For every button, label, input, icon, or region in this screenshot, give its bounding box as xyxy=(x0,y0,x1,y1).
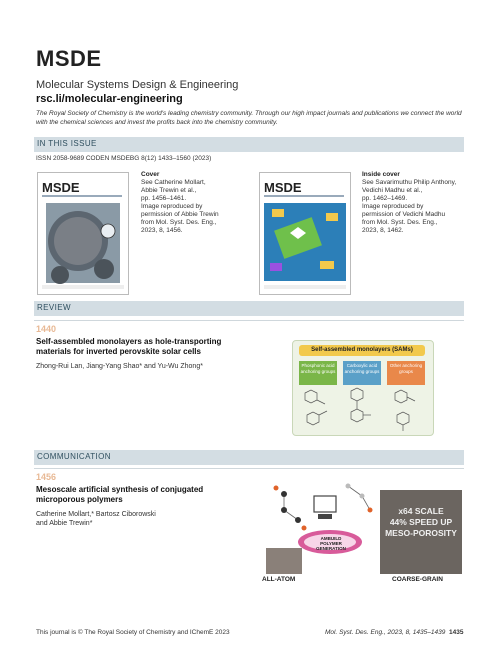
cover-image[interactable] xyxy=(37,172,129,295)
journal-full-title: Molecular Systems Design & Engineering xyxy=(36,79,239,91)
cover-heading: Cover xyxy=(141,171,160,178)
section-band-communication xyxy=(34,450,464,465)
inside-cover-artwork xyxy=(260,173,350,294)
inside-cover-image[interactable] xyxy=(259,172,351,295)
section-title: COMMUNICATION xyxy=(37,452,111,461)
cover-artwork xyxy=(38,173,128,294)
article-page-number: 1440 xyxy=(36,324,57,334)
inside-cover-caption xyxy=(362,171,467,235)
cover-line: Abbie Trewin et al., xyxy=(141,187,197,194)
cover-line: See Catherine Mollart, xyxy=(141,179,206,186)
sam-title: Self-assembled monolayers (SAMs) xyxy=(299,345,425,356)
all-atom-label: ALL-ATOM xyxy=(262,576,296,583)
article-title[interactable]: Self-assembled monolayers as hole-transporting materials for inverted perovskite solar cells xyxy=(36,337,222,356)
cover-line: from Mol. Syst. Des. Eng., xyxy=(141,219,217,226)
cover-line: pp. 1456–1461. xyxy=(141,195,187,202)
article-authors: Zhong-Rui Lan, Jiang-Yang Shao* and Yu-Wu Zhong* xyxy=(36,363,203,370)
cover-caption xyxy=(141,171,241,235)
article-page-number: 1456 xyxy=(36,472,57,482)
section-title: IN THIS ISSUE xyxy=(37,139,97,148)
issue-info: ISSN 2058-9689 CODEN MSDEBG 8(12) 1433–1560 (2023) xyxy=(36,155,212,162)
sam-column-other: Other anchoring groups xyxy=(387,361,425,385)
cover-line: Image reproduced by xyxy=(362,203,424,210)
ambuild-banner: AMBUILD POLYMER GENERATION xyxy=(316,536,346,551)
cover-line: 2023, 8, 1462. xyxy=(362,227,404,234)
cover-line: from Mol. Syst. Des. Eng., xyxy=(362,219,438,226)
footer-copyright: This journal is © The Royal Society of Chemistry and IChemE 2023 xyxy=(36,629,230,636)
journal-url[interactable]: rsc.li/molecular-engineering xyxy=(36,93,183,105)
scale-annotation: x64 SCALE 44% SPEED UP MESO-POROSITY xyxy=(385,506,457,538)
section-title: REVIEW xyxy=(37,303,71,312)
cover-line: 2023, 8, 1456. xyxy=(141,227,183,234)
cover-line: permission of Abbie Trewin xyxy=(141,211,219,218)
cover-masthead: MSDE xyxy=(42,180,80,195)
journal-acronym: MSDE xyxy=(36,46,102,71)
cover-line: Image reproduced by xyxy=(141,203,203,210)
cover-line: See Savarimuthu Philip Anthony, xyxy=(362,179,457,186)
cover-line: pp. 1462–1469. xyxy=(362,195,408,202)
review-graphical-abstract xyxy=(292,340,434,436)
section-band-review xyxy=(34,301,464,316)
coarse-grain-label: COARSE-GRAIN xyxy=(392,576,443,583)
cover-masthead: MSDE xyxy=(264,180,302,195)
sam-column-carboxylic: Carboxylic acid anchoring groups xyxy=(343,361,381,385)
footer-page-number: 1435 xyxy=(449,629,464,636)
sam-column-phosphonic: Phosphonic acid anchoring groups xyxy=(299,361,337,385)
sam-molecule-structures xyxy=(293,385,433,435)
cover-line: Vedichi Madhu et al., xyxy=(362,187,423,194)
article-title[interactable]: Mesoscale artificial synthesis of conjugated microporous polymers xyxy=(36,485,204,504)
section-band-in-this-issue xyxy=(34,137,464,152)
article-authors: Catherine Mollart,* Bartosz Ciborowski and Abbie Trewin* xyxy=(36,511,156,527)
cover-heading: Inside cover xyxy=(362,171,400,178)
footer-citation: Mol. Syst. Des. Eng., 2023, 8, 1435–1439 xyxy=(325,629,446,636)
cover-line: permission of Vedichi Madhu xyxy=(362,211,446,218)
rsc-blurb: The Royal Society of Chemistry is the world's leading chemistry community. Through our high impact journals and publications we connect the world with the chemical sciences and invest the profits back into the chemistry community. xyxy=(36,110,462,126)
communication-graphical-abstract xyxy=(258,476,466,588)
